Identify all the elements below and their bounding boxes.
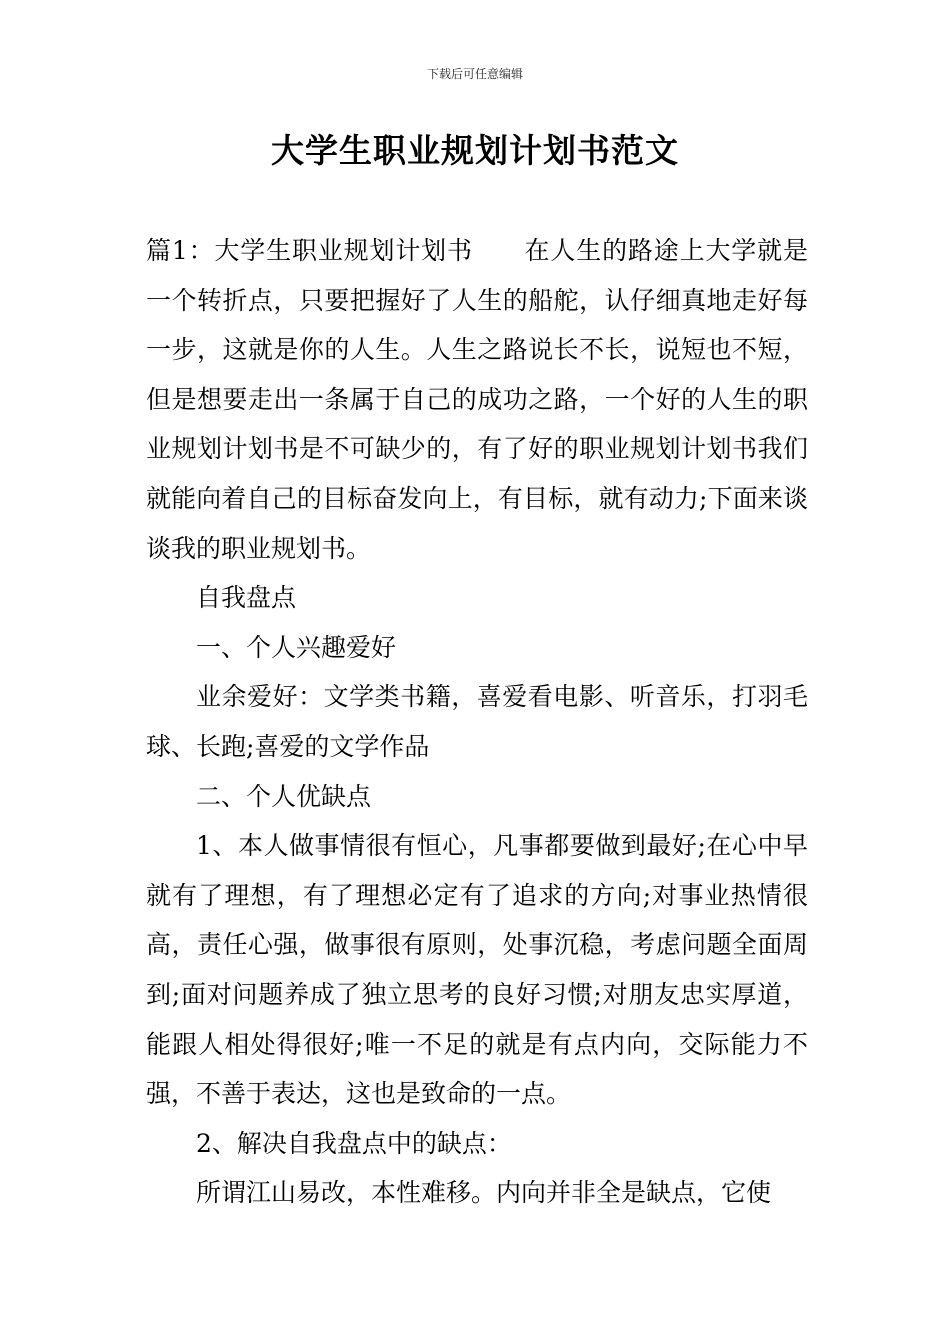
section-heading-self-inventory: 自我盘点 [196, 583, 297, 613]
section-heading-strengths-weaknesses: 二、个人优缺点 [196, 781, 372, 811]
section-heading-interests: 一、个人兴趣爱好 [196, 632, 397, 662]
paragraph-strengths: 1、本人做事情很有恒心，凡事都要做到最好;在心中早就有了理想，有了理想必定有了追求的方向;对事业热情很高，责任心强，做事很有原则，处事沉稳，考虑问题全面周到;面对问题养成了独立思考的良好习惯;对朋友忠实厚道，能跟人相处得很好;唯一不足的就是有点内向，交际能力不强，不善于表达，这也是致命的一点。 [146, 831, 808, 1109]
paragraph-solutions: 所谓江山易改，本性难移。内向并非全是缺点，它使 [196, 1178, 772, 1208]
header-note: 下载后可任意编辑 [426, 67, 523, 81]
paragraph-intro: 篇1：大学生职业规划计划书 在人生的路途上大学就是一个转折点，只要把握好了人生的船舵，认仔细真地走好每一步，这就是你的人生。人生之路说长不长，说短也不短，但是想要走出一条属于自己的成功之路，一个好的人生的职业规划计划书是不可缺少的，有了好的职业规划计划书我们就能向着自己的目标奋发向上，有目标，就有动力;下面来谈谈我的职业规划书。 [146, 236, 808, 563]
document-body [146, 226, 808, 1218]
document-title: 大学生职业规划计划书范文 [271, 131, 679, 170]
paragraph-hobbies: 业余爱好：文学类书籍，喜爱看电影、听音乐，打羽毛球、长跑;喜爱的文学作品 [146, 682, 808, 761]
section-heading-solutions: 2、解决自我盘点中的缺点： [196, 1128, 512, 1158]
